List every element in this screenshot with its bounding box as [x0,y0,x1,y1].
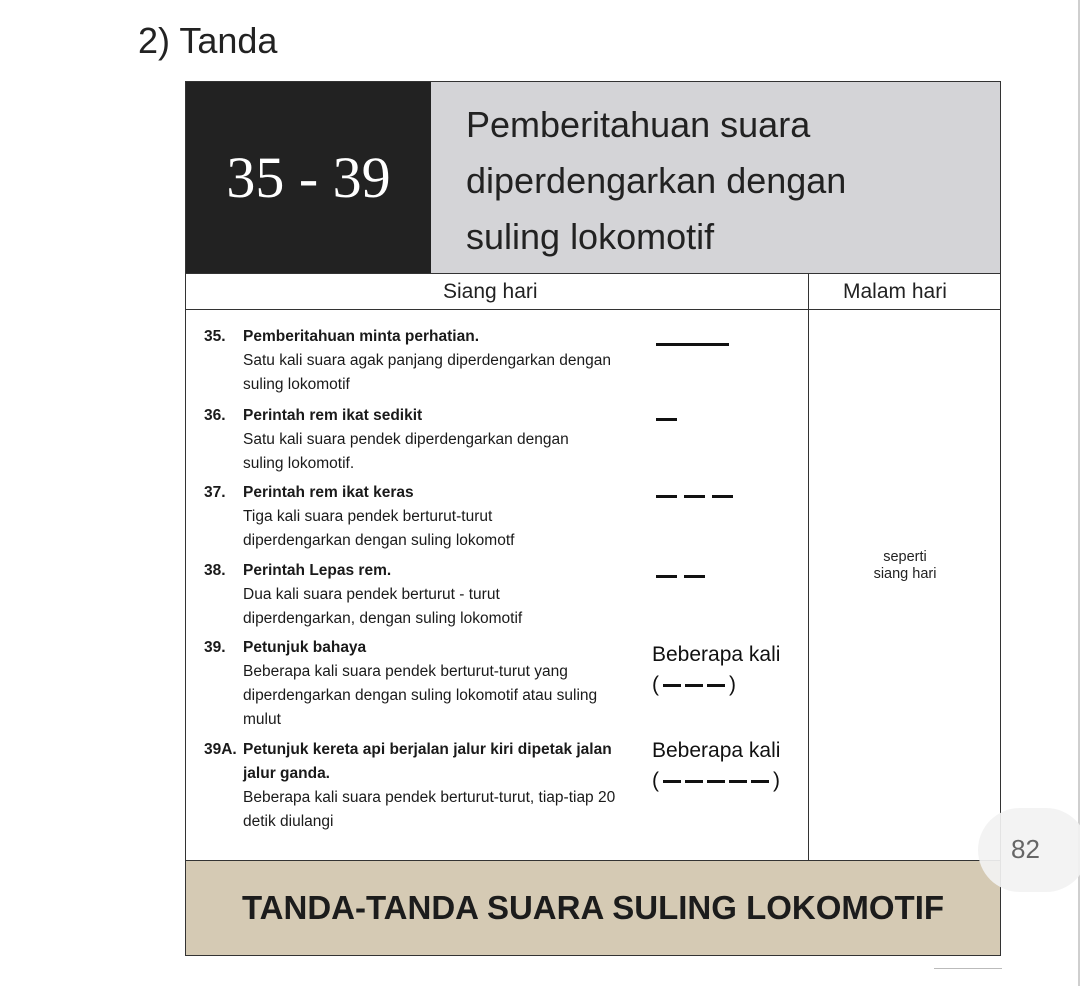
night-note-line: siang hari [873,566,937,582]
list-item [204,325,643,397]
short-signal-mark [685,684,703,687]
item-number: 39A. [204,741,237,758]
item-title: Petunjuk bahaya [243,639,367,656]
short-signal-mark [656,575,677,578]
footer-title: TANDA-TANDA SUARA SULING LOKOMOTIF [186,860,1000,955]
short-signal-mark [751,780,769,783]
section-title: 2) Tanda [138,20,278,61]
repeat-label: Beberapa kali [652,739,781,762]
item-desc: Satu kali suara agak panjang diperdengarkan dengan suling lokomotif [243,352,611,393]
long-signal-mark [656,343,729,346]
divider [934,968,1002,969]
list-item [204,481,583,553]
paren: ) [729,673,736,696]
list-item [204,404,573,476]
title-line: diperdengarkan dengan [466,160,847,201]
page-number-badge [978,808,1080,892]
short-signal-mark [656,495,677,498]
paren: ( [652,769,659,792]
short-signal-mark [684,495,705,498]
item-number: 36. [204,407,226,424]
short-signal-mark [712,495,733,498]
page-number: 82 [1011,834,1040,864]
item-title: Pemberitahuan minta perhatian. [243,328,479,345]
short-signal-mark [729,780,747,783]
item-number: 37. [204,484,226,501]
item-desc: Satu kali suara pendek diperdengarkan dengan suling lokomotif. [243,431,569,472]
short-signal-mark [707,780,725,783]
night-note-line: seperti [883,549,927,565]
table-title [431,82,1000,273]
item-number: 38. [204,562,226,579]
short-signal-mark [684,575,705,578]
title-line: Pemberitahuan suara [466,104,811,145]
signal-pattern [652,673,736,697]
column-night: Malam hari [843,280,947,303]
short-signal-mark [685,780,703,783]
paren: ( [652,673,659,696]
item-title: Perintah Lepas rem. [243,562,392,579]
list-item [204,636,638,732]
column-header [186,273,1000,310]
item-desc: Beberapa kali suara pendek berturut-turut yang diperdengarkan dengan suling lokomotif atau suling mulut [243,663,598,728]
night-note [850,549,960,583]
short-signal-mark [663,684,681,687]
column-day: Siang hari [443,280,538,303]
signal-pattern [652,769,780,793]
item-desc: Beberapa kali suara pendek berturut-turut, tiap-tiap 20 detik diulangi [243,789,616,830]
item-title: Perintah rem ikat keras [243,484,414,501]
range-label: 35 - 39 [186,82,431,273]
item-number: 35. [204,328,226,345]
item-desc: Tiga kali suara pendek berturut-turut diperdengarkan dengan suling lokomotf [243,508,515,549]
list-item [204,559,588,631]
short-signal-mark [656,418,677,421]
item-number: 39. [204,639,226,656]
item-desc: Dua kali suara pendek berturut - turut diperdengarkan, dengan suling lokomotif [243,586,523,627]
title-line: suling lokomotif [466,216,715,257]
repeat-label: Beberapa kali [652,643,781,666]
column-divider [808,273,809,863]
short-signal-mark [707,684,725,687]
paren: ) [773,769,780,792]
item-title: Petunjuk kereta api berjalan jalur kiri dipetak jalan jalur ganda. [243,741,612,782]
item-title: Perintah rem ikat sedikit [243,407,423,424]
list-item [204,738,638,834]
short-signal-mark [663,780,681,783]
